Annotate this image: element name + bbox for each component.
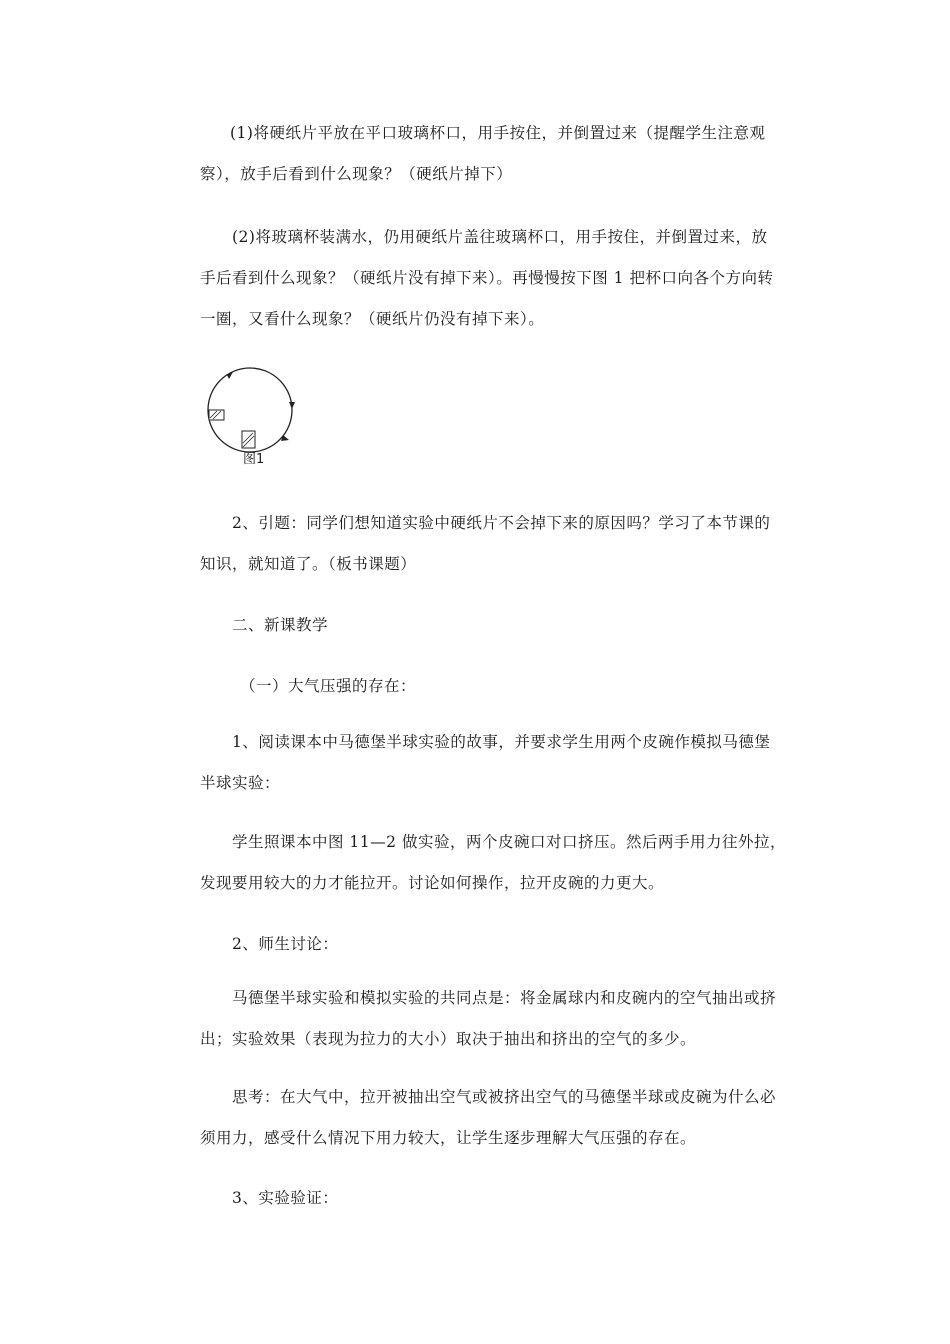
paragraph-7 <box>200 831 810 894</box>
paragraph-line: 2、师生讨论： <box>232 935 339 953</box>
paragraph-line: 一圈，又看什么现象？（硬纸片仍没有掉下来）。 <box>200 310 545 328</box>
paragraph-line: 学生照课本中图 11—2 做实验，两个皮碗口对口挤压。然后两手用力往外拉， <box>232 833 786 851</box>
paragraph-8 <box>200 933 810 955</box>
paragraph-line: 马德堡半球实验和模拟实验的共同点是：将金属球内和皮碗内的空气抽出或挤 <box>232 989 777 1007</box>
paragraph-line: （一）大气压强的存在： <box>240 677 417 695</box>
arrow-icon <box>289 402 295 409</box>
paragraph-line: 思考：在大气中，拉开被抽出空气或被挤出空气的马德堡半球或皮碗为什么必 <box>232 1088 777 1106</box>
paragraph-9 <box>200 987 810 1050</box>
paragraph-line: 发现要用较大的力才能拉开。讨论如何操作，拉开皮碗的力更大。 <box>200 874 665 892</box>
figure-caption: 图1 <box>243 452 265 467</box>
paragraph-10 <box>200 1086 810 1149</box>
paragraph-11 <box>200 1187 810 1209</box>
paragraph-line: 手后看到什么现象？（硬纸片没有掉下来）。再慢慢按下图 1 把杯口向各个方向转 <box>200 269 774 287</box>
paragraph-line: 须用力，感受什么情况下用力较大，让学生逐步理解大气压强的存在。 <box>200 1129 697 1147</box>
paragraph-line: 2、引题：同学们想知道实验中硬纸片不会掉下来的原因吗？学习了本节课的 <box>232 514 771 532</box>
paragraph-6 <box>200 731 810 794</box>
paragraph-line: 察），放手后看到什么现象？（硬纸片掉下） <box>200 165 513 183</box>
paragraph-line: 半球实验： <box>200 774 281 792</box>
paragraph-3 <box>200 512 810 575</box>
cup-icon <box>242 431 255 448</box>
paragraph-line: (2)将玻璃杯装满水，仍用硬纸片盖往玻璃杯口，用手按住，并倒置过来，放 <box>232 228 768 246</box>
paragraph-line: 知识，就知道了。（板书课题） <box>200 555 417 573</box>
paragraph-line: 二、新课教学 <box>232 616 329 634</box>
arrow-icon <box>281 435 289 441</box>
subsection-heading <box>200 675 810 697</box>
figure-1-diagram <box>200 360 310 472</box>
paragraph-line: 1、阅读课本中马德堡半球实验的故事，并要求学生用两个皮碗作模拟马德堡 <box>232 733 771 751</box>
paragraph-1 <box>200 122 810 185</box>
section-heading <box>200 614 810 636</box>
paragraph-line: 3、实验验证： <box>232 1189 339 1207</box>
paragraph-2 <box>200 226 810 330</box>
paragraph-line: (1)将硬纸片平放在平口玻璃杯口，用手按住，并倒置过来（提醒学生注意观 <box>230 124 766 142</box>
paragraph-line: 出；实验效果（表现为拉力的大小）取决于抽出和挤出的空气的多少。 <box>200 1030 697 1048</box>
